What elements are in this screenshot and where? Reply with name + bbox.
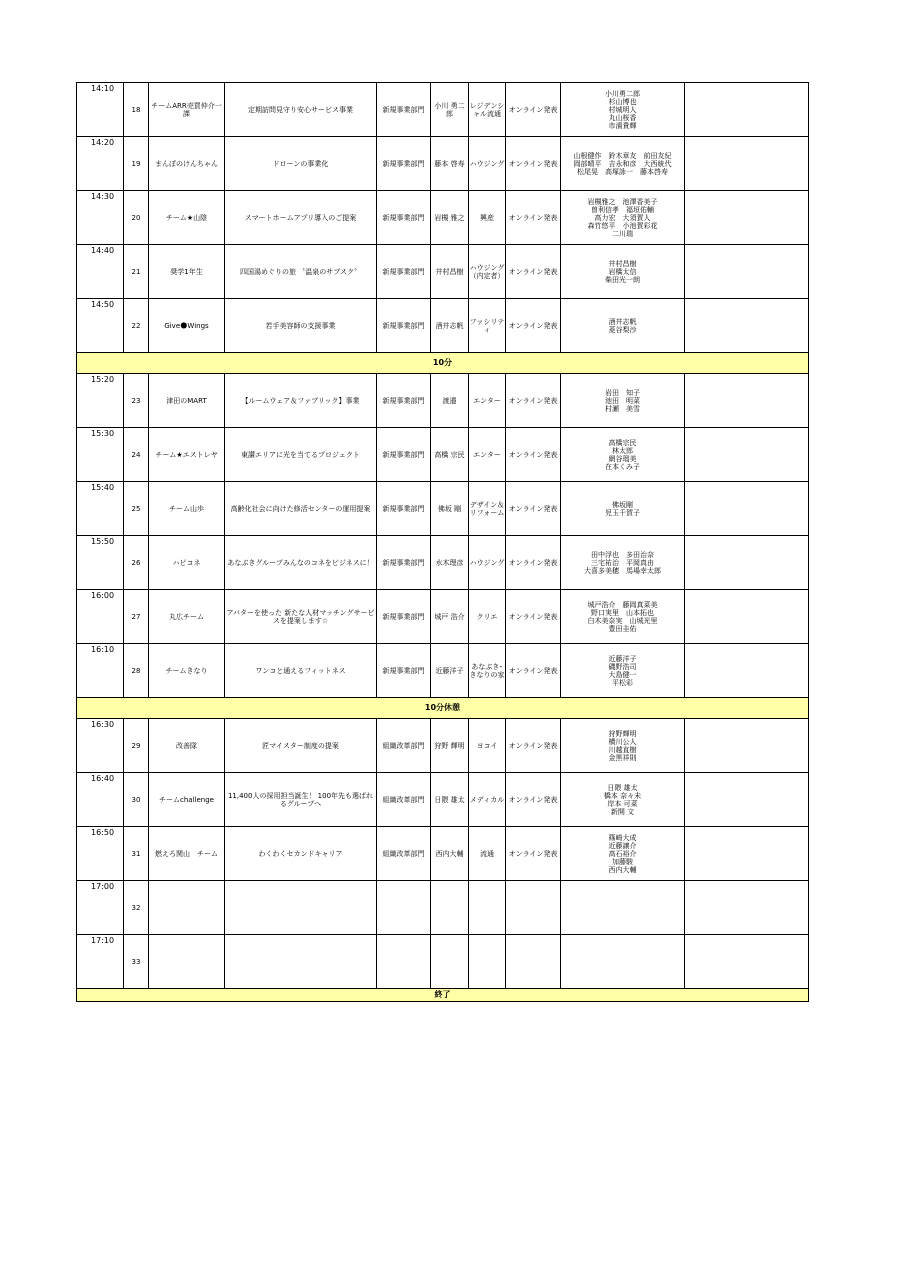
notes-cell [685, 299, 809, 353]
member-name: 金黒祥則 [608, 753, 637, 762]
members-cell [561, 137, 685, 191]
team-name-cell: ハピコネ [149, 536, 225, 590]
theme-cell [225, 935, 377, 989]
members-cell [561, 881, 685, 935]
company-cell: ハウジング [469, 536, 506, 590]
department-cell: 新規事業部門 [377, 245, 431, 299]
schedule-row [77, 299, 809, 353]
number-cell: 33 [124, 935, 149, 989]
time-cell: 16:00 [77, 590, 124, 644]
member-name: 網谷瑠美 [608, 454, 637, 463]
member-name: 川越直樹 [608, 745, 637, 754]
team-name-cell: まんぼのけんちゃん [149, 137, 225, 191]
leader-cell: 近藤洋子 [431, 644, 469, 698]
leader-cell: 水木理彦 [431, 536, 469, 590]
member-name: 日隈 雄太 [607, 783, 638, 792]
theme-cell: スマートホームアプリ導入のご提案 [225, 191, 377, 245]
break-row [77, 353, 809, 374]
method-cell: オンライン発表 [506, 374, 561, 428]
leader-cell: 藤本 啓寿 [431, 137, 469, 191]
theme-cell: 匠マイスター制度の提案 [225, 719, 377, 773]
members-cell [561, 719, 685, 773]
leader-cell: 高橋 宗民 [431, 428, 469, 482]
department-cell: 新規事業部門 [377, 83, 431, 137]
schedule-row [77, 644, 809, 698]
notes-cell [685, 428, 809, 482]
team-name-cell: 改善隊 [149, 719, 225, 773]
leader-cell: 日隈 雄太 [431, 773, 469, 827]
schedule-body [77, 83, 809, 1002]
method-cell: オンライン発表 [506, 827, 561, 881]
theme-cell: ワンコと通えるフィットネス [225, 644, 377, 698]
number-cell: 22 [124, 299, 149, 353]
member-name: 磯野浩司 [608, 662, 637, 671]
department-cell: 新規事業部門 [377, 191, 431, 245]
member-name: 佛坂剛 [612, 500, 633, 509]
number-cell: 30 [124, 773, 149, 827]
schedule-row [77, 428, 809, 482]
member-name: 松尾晃 高塚詠一 藤本啓寿 [577, 167, 668, 176]
time-cell: 16:30 [77, 719, 124, 773]
number-cell: 27 [124, 590, 149, 644]
method-cell: オンライン発表 [506, 644, 561, 698]
schedule-row [77, 827, 809, 881]
notes-cell [685, 881, 809, 935]
notes-cell [685, 83, 809, 137]
leader-cell: 渡邉 [431, 374, 469, 428]
member-name: 西内大輔 [608, 865, 637, 874]
method-cell: オンライン発表 [506, 137, 561, 191]
department-cell: 新規事業部門 [377, 374, 431, 428]
time-cell: 14:50 [77, 299, 124, 353]
department-cell: 新規事業部門 [377, 482, 431, 536]
schedule-row [77, 374, 809, 428]
break-label: 10分休憩 [77, 698, 809, 719]
time-cell: 15:30 [77, 428, 124, 482]
members-cell [561, 773, 685, 827]
members-cell [561, 935, 685, 989]
notes-cell [685, 137, 809, 191]
member-name: 白木美奈実 山城光里 [587, 616, 658, 625]
method-cell: オンライン発表 [506, 191, 561, 245]
team-name-cell: チームchallenge [149, 773, 225, 827]
member-name: 近藤譲介 [608, 841, 637, 850]
member-name: 林太郎 [612, 446, 633, 455]
member-name: 村城明人 [608, 105, 637, 114]
team-name-cell: 燃えろ関山 チーム [149, 827, 225, 881]
schedule-row [77, 191, 809, 245]
schedule-row [77, 245, 809, 299]
team-name-cell: 奨学1年生 [149, 245, 225, 299]
members-cell [561, 590, 685, 644]
notes-cell [685, 935, 809, 989]
department-cell: 組織改革部門 [377, 773, 431, 827]
number-cell: 29 [124, 719, 149, 773]
time-cell: 14:40 [77, 245, 124, 299]
team-name-cell: チーム山歩 [149, 482, 225, 536]
theme-cell: 東讃エリアに光を当てるプロジェクト [225, 428, 377, 482]
number-cell: 18 [124, 83, 149, 137]
member-name: 三宅祐治 平岡真由 [591, 558, 654, 567]
number-cell: 26 [124, 536, 149, 590]
method-cell: オンライン発表 [506, 590, 561, 644]
member-name: 田中浮也 多田治奈 [591, 550, 654, 559]
company-cell: レジデンシャル流通 [469, 83, 506, 137]
member-name: 高橋宗民 [608, 438, 637, 447]
schedule-row [77, 719, 809, 773]
theme-cell [225, 881, 377, 935]
member-name: 在本くみ子 [605, 462, 640, 471]
notes-cell [685, 482, 809, 536]
company-cell: ヨコイ [469, 719, 506, 773]
schedule-row [77, 935, 809, 989]
department-cell: 組織改革部門 [377, 827, 431, 881]
method-cell: オンライン発表 [506, 245, 561, 299]
notes-cell [685, 191, 809, 245]
time-cell: 16:50 [77, 827, 124, 881]
theme-cell: 11,400人の採用担当誕生！ 100年先も選ばれるグループへ [225, 773, 377, 827]
time-cell: 14:30 [77, 191, 124, 245]
leader-cell: 城戸 浩介 [431, 590, 469, 644]
member-name: 野口実里 山本拓也 [591, 608, 654, 617]
member-name: 岩田 知子 [605, 388, 640, 397]
member-name: 岸本 可菜 [607, 799, 638, 808]
team-name-cell [149, 935, 225, 989]
theme-cell: 四国湯めぐりの旅 〝温泉のサブスク〞 [225, 245, 377, 299]
number-cell: 25 [124, 482, 149, 536]
number-cell: 31 [124, 827, 149, 881]
end-label: 終了 [77, 989, 809, 1002]
team-name-cell: チーム★山陰 [149, 191, 225, 245]
time-cell: 14:20 [77, 137, 124, 191]
theme-cell: 高齢化社会に向けた修活センターの運用提案 [225, 482, 377, 536]
leader-cell: 岩槻 雅之 [431, 191, 469, 245]
notes-cell [685, 590, 809, 644]
team-name-cell: 丸広チーム [149, 590, 225, 644]
department-cell: 新規事業部門 [377, 428, 431, 482]
number-cell: 32 [124, 881, 149, 935]
company-cell [469, 881, 506, 935]
members-cell [561, 245, 685, 299]
department-cell: 組織改革部門 [377, 719, 431, 773]
company-cell: ファシリティ [469, 299, 506, 353]
leader-cell: 小川 勇二郎 [431, 83, 469, 137]
team-name-cell: チームARR売買仲介一課 [149, 83, 225, 137]
company-cell: クリエ [469, 590, 506, 644]
number-cell: 21 [124, 245, 149, 299]
method-cell: オンライン発表 [506, 773, 561, 827]
company-cell: デザイン＆リフォーム [469, 482, 506, 536]
schedule-row [77, 137, 809, 191]
member-name: 城戸浩介 藤岡真菜美 [587, 600, 658, 609]
department-cell: 新規事業部門 [377, 137, 431, 191]
leader-cell [431, 881, 469, 935]
member-name: 岡部晴平 吉永和彦 大西統代 [573, 159, 672, 168]
leader-cell: 井村昌樹 [431, 245, 469, 299]
member-name: 狩野輝明 [608, 729, 637, 738]
members-cell [561, 536, 685, 590]
method-cell: オンライン発表 [506, 719, 561, 773]
member-name: 柴田光一朗 [605, 275, 640, 284]
method-cell: オンライン発表 [506, 482, 561, 536]
member-name: 横川公人 [608, 737, 637, 746]
theme-cell: 【ルームウェア＆ファブリック】事業 [225, 374, 377, 428]
method-cell: オンライン発表 [506, 428, 561, 482]
department-cell: 新規事業部門 [377, 644, 431, 698]
team-name-cell: チーム★エストレヤ [149, 428, 225, 482]
method-cell: オンライン発表 [506, 299, 561, 353]
department-cell [377, 881, 431, 935]
member-name: 新開 文 [610, 807, 635, 816]
team-name-cell: チームきなり [149, 644, 225, 698]
schedule-table [76, 82, 809, 1002]
members-cell [561, 827, 685, 881]
time-cell: 15:20 [77, 374, 124, 428]
member-name: 山根健作 鈴木章友 前田友紀 [573, 151, 672, 160]
member-name: 大島健一 [608, 670, 637, 679]
members-cell [561, 428, 685, 482]
number-cell: 20 [124, 191, 149, 245]
company-cell: ハウジング [469, 137, 506, 191]
member-name: 橋本 奈々未 [603, 791, 642, 800]
theme-cell: あなぶきグループみんなのコネをビジネスに！ [225, 536, 377, 590]
member-name: 近藤洋子 [608, 654, 637, 663]
notes-cell [685, 719, 809, 773]
method-cell: オンライン発表 [506, 536, 561, 590]
member-name: 森竹悠平 小池賀彩花 [587, 221, 658, 230]
members-cell [561, 482, 685, 536]
department-cell: 新規事業部門 [377, 590, 431, 644]
theme-cell: わくわくセカンドキャリア [225, 827, 377, 881]
member-name: 二川瑞 [612, 229, 633, 238]
company-cell: エンター [469, 374, 506, 428]
leader-cell [431, 935, 469, 989]
method-cell [506, 935, 561, 989]
number-cell: 28 [124, 644, 149, 698]
schedule-row [77, 536, 809, 590]
team-name-cell [149, 881, 225, 935]
members-cell [561, 644, 685, 698]
notes-cell [685, 773, 809, 827]
schedule-row [77, 881, 809, 935]
time-cell: 16:10 [77, 644, 124, 698]
leader-cell: 西内大輔 [431, 827, 469, 881]
member-name: 児玉千賀子 [605, 508, 640, 517]
member-name: 村瀬 美雪 [605, 404, 640, 413]
team-name-cell: 津田のMART [149, 374, 225, 428]
team-name-cell: Give🌑Wings [149, 299, 225, 353]
leader-cell: 佛坂 剛 [431, 482, 469, 536]
company-cell: 興産 [469, 191, 506, 245]
theme-cell: 若手美容師の支援事業 [225, 299, 377, 353]
member-name: 高力宏 大須賀人 [594, 213, 651, 222]
leader-cell: 狩野 輝明 [431, 719, 469, 773]
member-name: 井村昌樹 [608, 259, 637, 268]
time-cell: 15:40 [77, 482, 124, 536]
notes-cell [685, 374, 809, 428]
member-name: 丸山桜香 [608, 113, 637, 122]
notes-cell [685, 245, 809, 299]
company-cell: メディカル [469, 773, 506, 827]
theme-cell: 定期訪問見守り安心サービス事業 [225, 83, 377, 137]
time-cell: 14:10 [77, 83, 124, 137]
member-name: 池田 明菜 [605, 396, 640, 405]
members-cell [561, 191, 685, 245]
department-cell [377, 935, 431, 989]
time-cell: 17:00 [77, 881, 124, 935]
theme-cell: ドローンの事業化 [225, 137, 377, 191]
member-name: 高石裕介 [608, 849, 637, 858]
method-cell: オンライン発表 [506, 83, 561, 137]
break-label: 10分 [77, 353, 809, 374]
member-name: 曽利信孝 福垣佑輔 [591, 205, 654, 214]
members-cell [561, 374, 685, 428]
time-cell: 17:10 [77, 935, 124, 989]
notes-cell [685, 644, 809, 698]
number-cell: 23 [124, 374, 149, 428]
department-cell: 新規事業部門 [377, 536, 431, 590]
number-cell: 19 [124, 137, 149, 191]
member-name: 岩槻雅之 池澤香美子 [587, 197, 658, 206]
company-cell: 流通 [469, 827, 506, 881]
member-name: 平松彩 [612, 678, 633, 687]
company-cell: あなぶき･きなりの家 [469, 644, 506, 698]
department-cell: 新規事業部門 [377, 299, 431, 353]
break-row [77, 698, 809, 719]
schedule-row [77, 482, 809, 536]
time-cell: 16:40 [77, 773, 124, 827]
time-cell: 15:50 [77, 536, 124, 590]
member-name: 酒井志帆 [608, 317, 637, 326]
number-cell: 24 [124, 428, 149, 482]
members-cell [561, 299, 685, 353]
schedule-row [77, 773, 809, 827]
member-name: 篠崎大成 [608, 833, 637, 842]
member-name: 菱谷梨沙 [608, 325, 637, 334]
schedule-row [77, 83, 809, 137]
member-name: 豊田圭佑 [608, 624, 637, 633]
company-cell [469, 935, 506, 989]
member-name: 小川勇二郎 [605, 89, 640, 98]
leader-cell: 酒井志帆 [431, 299, 469, 353]
schedule-row [77, 590, 809, 644]
member-name: 市濱貴輝 [608, 121, 637, 130]
member-name: 杉山博也 [608, 97, 637, 106]
method-cell [506, 881, 561, 935]
theme-cell: アバターを使った 新たな人材マッチングサービスを提案します☆ [225, 590, 377, 644]
end-row [77, 989, 809, 1002]
member-name: 岩橋太信 [608, 267, 637, 276]
notes-cell [685, 827, 809, 881]
member-name: 加藤駿 [612, 857, 633, 866]
company-cell: ハウジング（内定者） [469, 245, 506, 299]
company-cell: エンター [469, 428, 506, 482]
members-cell [561, 83, 685, 137]
notes-cell [685, 536, 809, 590]
member-name: 大喜多美穂 馬場幸太郎 [584, 566, 661, 575]
